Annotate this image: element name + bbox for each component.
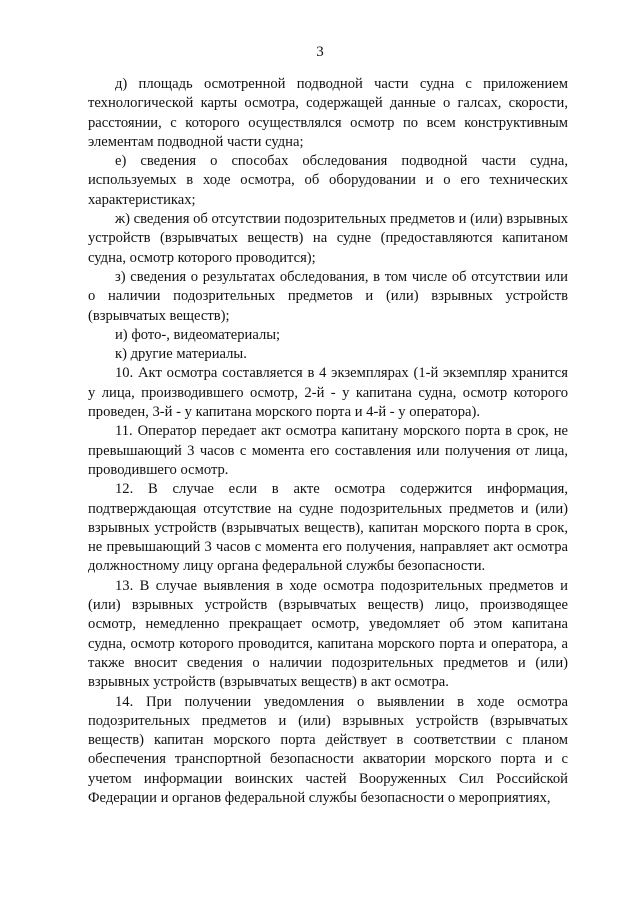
- paragraph-item-i: и) фото-, видеоматериалы;: [115, 326, 281, 343]
- paragraph-item-d: д) площадь осмотренной подводной части судна с приложением технологической карты осмотра, содержащей данные о галсах, скорости, расстоянии, с которого осуществлялся осмотр по всем конструктивным элементам подводной части судна;: [88, 76, 568, 150]
- paragraph-item-zh: ж) сведения об отсутствии подозрительных предметов и (или) взрывных устройств (взрывчатых веществ) на судне (предоставляются капитаном судна, осмотр которого проводится);: [88, 211, 568, 266]
- document-body: [88, 75, 568, 808]
- page-number: 3: [316, 44, 324, 60]
- paragraph-clause-10: 10. Акт осмотра составляется в 4 экземплярах (1-й экземпляр хранится у лица, производившего осмотр, 2-й - у капитана судна, осмотр которого проведен, 3-й - у капитана морского порта и 4-й - у оператора).: [88, 365, 568, 421]
- paragraph-clause-12: 12. В случае если в акте осмотра содержится информация, подтверждающая отсутствие на судне подозрительных предметов и (или) взрывных устройств (взрывчатых веществ), капитан морского порта в срок, не превышающий 3 часов с момента его получения, направляет акт осмотра должностному лицу органа федеральной службы безопасности.: [88, 481, 568, 575]
- paragraph-clause-11: 11. Оператор передает акт осмотра капитану морского порта в срок, не превышающий 3 часов с момента его составления или получения от лица, проводившего осмотр.: [88, 423, 568, 478]
- paragraph-item-e: е) сведения о способах обследования подводной части судна, используемых в ходе осмотра, об оборудовании и о его технических характеристиках;: [88, 153, 568, 208]
- paragraph-item-z: з) сведения о результатах обследования, в том числе об отсутствии или о наличии подозрительных предметов и (или) взрывных устройств (взрывчатых веществ);: [88, 268, 568, 324]
- paragraph-item-k: к) другие материалы.: [115, 346, 247, 363]
- paragraph-clause-13: 13. В случае выявления в ходе осмотра подозрительных предметов и (или) взрывных устройств (взрывчатых веществ) лицо, производящее осмотр, немедленно прекращает осмотр, уведомляет об этом капитана судна, осмотр которого проводится, капитана морского порта и оператора, а также вносит сведения о наличии подозрительных предметов и (или) взрывных устройств (взрывчатых веществ) в акт осмотра.: [88, 577, 568, 691]
- paragraph-clause-14: 14. При получении уведомления о выявлении в ходе осмотра подозрительных предметов и (или) взрывных устройств (взрывчатых веществ) капитан морского порта действует в соответствии с планом обеспечения транспортной безопасности акватории морского порта и с учетом информации воинских частей Вооруженных Сил Российской Федерации и органов федеральной службы безопасности о мероприятиях,: [88, 693, 568, 806]
